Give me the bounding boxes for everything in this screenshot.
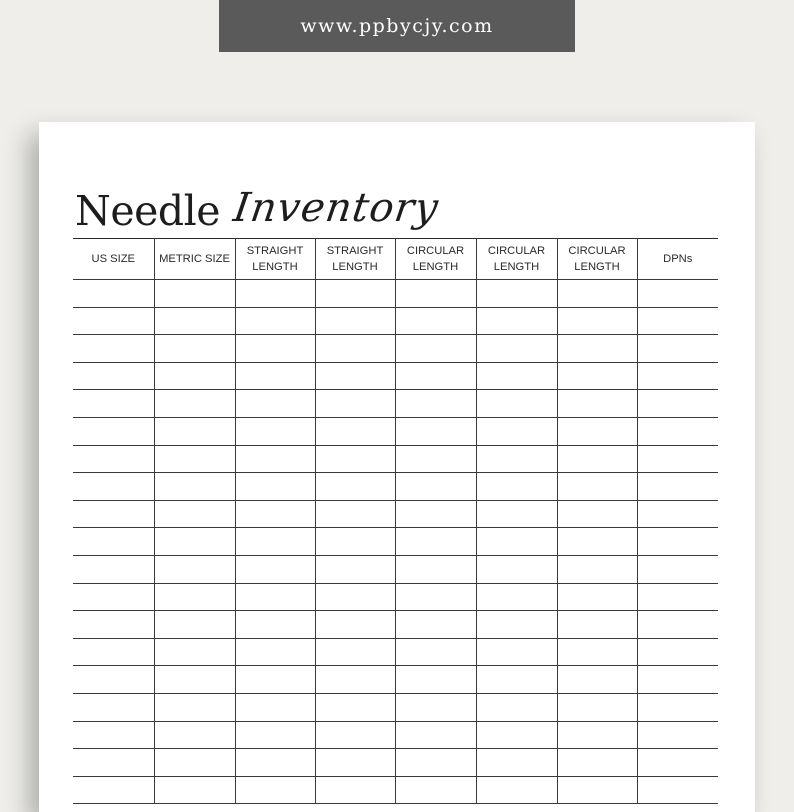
table-cell: [637, 721, 718, 749]
table-cell: [154, 390, 235, 418]
table-cell: [73, 666, 154, 694]
table-cell: [395, 307, 476, 335]
column-header-circular-length-2: CIRCULAR LENGTH: [476, 239, 557, 280]
table-cell: [557, 280, 637, 308]
table-cell: [235, 666, 315, 694]
table-cell: [315, 528, 395, 556]
table-cell: [637, 362, 718, 390]
table-cell: [476, 721, 557, 749]
table-cell: [476, 390, 557, 418]
table-cell: [557, 693, 637, 721]
table-cell: [476, 666, 557, 694]
table-cell: [395, 280, 476, 308]
table-cell: [637, 528, 718, 556]
needle-inventory-table: [73, 238, 718, 804]
table-cell: [73, 362, 154, 390]
table-cell: [154, 638, 235, 666]
table-cell: [557, 335, 637, 363]
table-row: [73, 638, 718, 666]
table-cell: [476, 583, 557, 611]
table-cell: [235, 611, 315, 639]
table-row: [73, 528, 718, 556]
table-row: [73, 280, 718, 308]
table-cell: [73, 555, 154, 583]
table-cell: [73, 280, 154, 308]
table-cell: [476, 335, 557, 363]
table-cell: [476, 473, 557, 501]
table-cell: [557, 721, 637, 749]
table-cell: [315, 390, 395, 418]
table-cell: [476, 693, 557, 721]
table-cell: [637, 307, 718, 335]
table-row: [73, 417, 718, 445]
table-cell: [154, 611, 235, 639]
table-cell: [73, 445, 154, 473]
table-cell: [235, 390, 315, 418]
table-cell: [476, 555, 557, 583]
table-cell: [637, 445, 718, 473]
table-cell: [315, 417, 395, 445]
table-cell: [235, 721, 315, 749]
table-cell: [235, 749, 315, 777]
table-cell: [154, 721, 235, 749]
table-cell: [637, 749, 718, 777]
table-cell: [476, 307, 557, 335]
table-cell: [395, 583, 476, 611]
table-cell: [235, 280, 315, 308]
column-header-straight-length-2: STRAIGHT LENGTH: [315, 239, 395, 280]
table-cell: [73, 473, 154, 501]
table-cell: [395, 611, 476, 639]
table-cell: [395, 776, 476, 804]
table-cell: [315, 611, 395, 639]
table-row: [73, 390, 718, 418]
table-cell: [637, 555, 718, 583]
table-row: [73, 666, 718, 694]
table-cell: [395, 500, 476, 528]
table-cell: [637, 611, 718, 639]
website-banner: [219, 0, 575, 52]
table-cell: [557, 749, 637, 777]
table-cell: [235, 693, 315, 721]
table-row: [73, 611, 718, 639]
table-row: [73, 445, 718, 473]
table-cell: [315, 473, 395, 501]
table-cell: [315, 500, 395, 528]
table-cell: [557, 583, 637, 611]
table-cell: [73, 693, 154, 721]
table-cell: [73, 417, 154, 445]
table-cell: [315, 307, 395, 335]
table-cell: [235, 417, 315, 445]
table-cell: [395, 362, 476, 390]
table-cell: [73, 721, 154, 749]
table-cell: [154, 280, 235, 308]
table-cell: [395, 638, 476, 666]
table-row: [73, 721, 718, 749]
table-cell: [315, 445, 395, 473]
table-cell: [154, 362, 235, 390]
table-cell: [395, 666, 476, 694]
table-cell: [637, 583, 718, 611]
table-row: [73, 500, 718, 528]
table-cell: [154, 776, 235, 804]
table-cell: [557, 638, 637, 666]
table-row: [73, 307, 718, 335]
table-cell: [235, 445, 315, 473]
table-cell: [395, 390, 476, 418]
table-cell: [73, 638, 154, 666]
table-row: [73, 473, 718, 501]
column-header-us-size: US SIZE: [73, 239, 154, 280]
table-header-row: [73, 239, 718, 280]
table-cell: [235, 500, 315, 528]
table-cell: [557, 362, 637, 390]
table-cell: [315, 693, 395, 721]
table-cell: [235, 362, 315, 390]
table-cell: [557, 417, 637, 445]
table-cell: [395, 445, 476, 473]
table-cell: [315, 749, 395, 777]
table-cell: [154, 473, 235, 501]
table-cell: [557, 445, 637, 473]
table-cell: [73, 583, 154, 611]
table-cell: [395, 417, 476, 445]
table-cell: [315, 362, 395, 390]
table-row: [73, 776, 718, 804]
table-cell: [476, 500, 557, 528]
table-cell: [315, 638, 395, 666]
table-row: [73, 749, 718, 777]
table-cell: [154, 307, 235, 335]
table-cell: [154, 528, 235, 556]
table-cell: [557, 666, 637, 694]
table-cell: [476, 280, 557, 308]
table-cell: [154, 417, 235, 445]
table-cell: [476, 417, 557, 445]
table-cell: [637, 280, 718, 308]
table-cell: [235, 528, 315, 556]
table-row: [73, 335, 718, 363]
table-cell: [154, 445, 235, 473]
table-body: [73, 280, 718, 804]
table-cell: [557, 776, 637, 804]
table-cell: [235, 335, 315, 363]
table-cell: [557, 390, 637, 418]
page-title: [75, 162, 442, 235]
table-cell: [154, 666, 235, 694]
table-cell: [315, 335, 395, 363]
column-header-circular-length-1: CIRCULAR LENGTH: [395, 239, 476, 280]
table-cell: [235, 555, 315, 583]
table-cell: [637, 500, 718, 528]
table-cell: [637, 335, 718, 363]
table-cell: [476, 611, 557, 639]
table-row: [73, 583, 718, 611]
table-cell: [73, 749, 154, 777]
table-cell: [154, 500, 235, 528]
table-cell: [476, 362, 557, 390]
table-cell: [476, 528, 557, 556]
table-cell: [395, 749, 476, 777]
table-cell: [73, 776, 154, 804]
column-header-circular-length-3: CIRCULAR LENGTH: [557, 239, 637, 280]
table-cell: [235, 473, 315, 501]
title-serif-word: Needle: [75, 187, 221, 235]
table-cell: [154, 583, 235, 611]
table-cell: [73, 500, 154, 528]
table-cell: [235, 776, 315, 804]
table-cell: [557, 307, 637, 335]
table-cell: [476, 776, 557, 804]
table-cell: [476, 638, 557, 666]
table-cell: [315, 280, 395, 308]
table-cell: [637, 417, 718, 445]
table-cell: [395, 473, 476, 501]
table-row: [73, 362, 718, 390]
table-cell: [235, 583, 315, 611]
title-script-word: Inventory: [230, 185, 442, 231]
website-url: www.ppbycjy.com: [300, 15, 494, 37]
column-header-straight-length-1: STRAIGHT LENGTH: [235, 239, 315, 280]
table-cell: [315, 555, 395, 583]
table-cell: [395, 721, 476, 749]
table-cell: [73, 611, 154, 639]
table-cell: [476, 445, 557, 473]
table-cell: [557, 473, 637, 501]
table-cell: [557, 555, 637, 583]
table-cell: [637, 693, 718, 721]
table-cell: [154, 693, 235, 721]
table-cell: [315, 666, 395, 694]
table-cell: [395, 528, 476, 556]
table-cell: [637, 638, 718, 666]
table-row: [73, 555, 718, 583]
table-cell: [637, 776, 718, 804]
table-cell: [637, 473, 718, 501]
table-cell: [557, 611, 637, 639]
table-cell: [154, 555, 235, 583]
table-cell: [315, 583, 395, 611]
table-cell: [73, 335, 154, 363]
table-cell: [235, 307, 315, 335]
table-cell: [73, 528, 154, 556]
table-cell: [395, 555, 476, 583]
table-cell: [637, 390, 718, 418]
table-cell: [315, 721, 395, 749]
table-cell: [154, 335, 235, 363]
table-row: [73, 693, 718, 721]
table-cell: [315, 776, 395, 804]
table-cell: [73, 307, 154, 335]
table-cell: [557, 528, 637, 556]
table-cell: [637, 666, 718, 694]
table-cell: [557, 500, 637, 528]
table-cell: [395, 693, 476, 721]
inventory-sheet: [39, 122, 755, 812]
column-header-metric-size: METRIC SIZE: [154, 239, 235, 280]
column-header-dpns: DPNs: [637, 239, 718, 280]
table-cell: [395, 335, 476, 363]
table-cell: [235, 638, 315, 666]
table-cell: [154, 749, 235, 777]
table-cell: [73, 390, 154, 418]
table-cell: [476, 749, 557, 777]
